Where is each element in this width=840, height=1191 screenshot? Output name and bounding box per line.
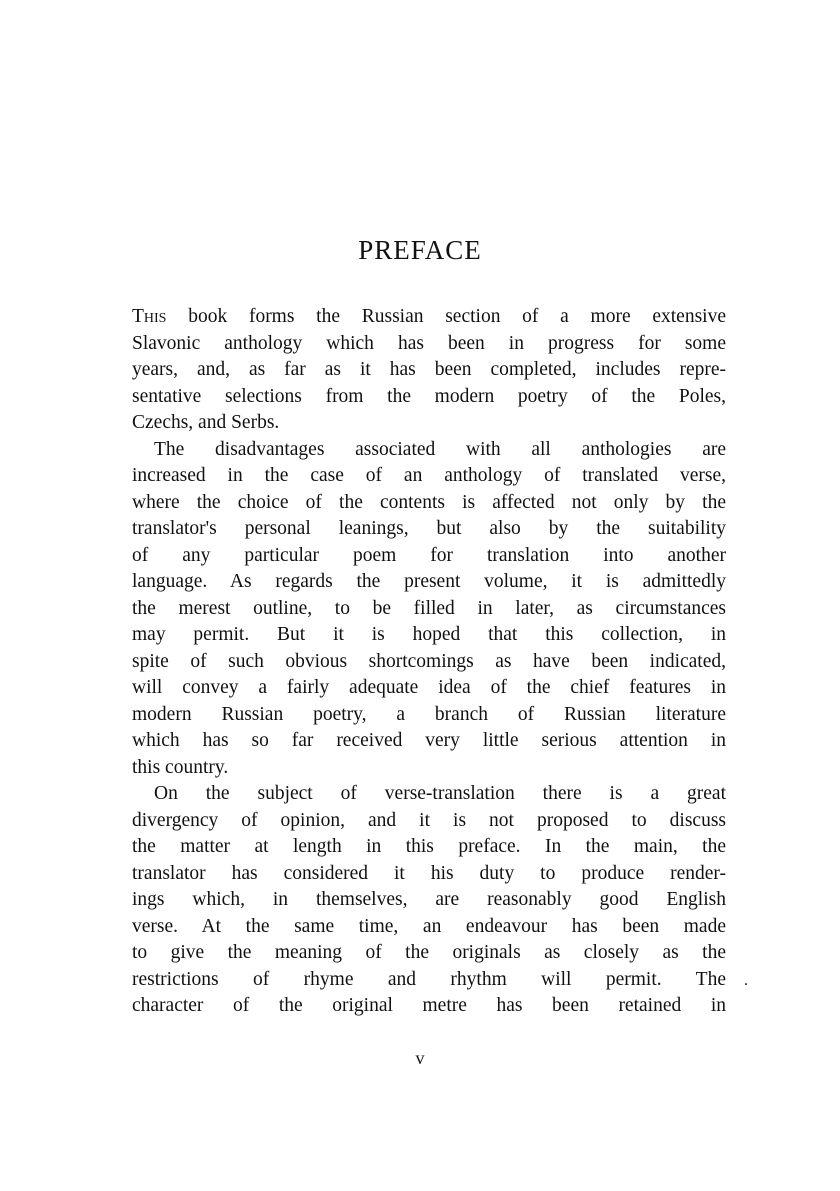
paragraph-1-line-2: Slavonic anthology which has been in progress for some	[132, 332, 726, 354]
paragraph-2-line-12: which has so far received very little serious attention in	[132, 730, 726, 751]
paragraph-2-line-5: of any particular poem for translation into another	[132, 544, 726, 566]
paragraph-3-line-4: translator has considered it his duty to produce render-	[132, 862, 726, 884]
preface-body	[132, 304, 726, 1020]
paragraph-1-line-3: years, and, as far as it has been completed, includes repre-	[132, 359, 726, 380]
paragraph-1-line-4: sentative selections from the modern poetry of the Poles,	[132, 385, 726, 407]
paragraph-3-line-8: restrictions of rhyme and rhythm will permit. The	[132, 968, 726, 990]
paragraph-2-line-2: increased in the case of an anthology of translated verse,	[132, 465, 726, 486]
paragraph-3-line-9: character of the original metre has been retained in	[132, 995, 726, 1016]
stray-mark: .	[744, 972, 748, 989]
paragraph-1-line-1	[132, 304, 726, 331]
paragraph-2-line-4: translator's personal leanings, but also by the suitability	[132, 518, 726, 539]
page-title: PREFACE	[358, 235, 482, 265]
paragraph-2-line-11: modern Russian poetry, a branch of Russian literature	[132, 703, 726, 725]
paragraph-2-line-3: where the choice of the contents is affected not only by the	[132, 491, 726, 513]
line-text: book forms the Russian section of a more extensive	[166, 306, 726, 327]
paragraph-3-line-6: verse. At the same time, an endeavour has been made	[132, 915, 726, 937]
paragraph-2-line-1: The disadvantages associated with all anthologies are	[154, 438, 726, 460]
drop-word: This	[132, 306, 167, 327]
page-number: v	[415, 1048, 425, 1068]
paragraph-3-line-7: to give the meaning of the originals as closely as the	[132, 942, 726, 963]
paragraph-3-line-2: divergency of opinion, and it is not proposed to discuss	[132, 809, 726, 831]
paragraph-2-line-13: this country.	[132, 756, 229, 778]
paragraph-2-line-9: spite of such obvious shortcomings as have been indicated,	[132, 650, 726, 672]
paragraph-2-line-7: the merest outline, to be filled in later, as circumstances	[132, 597, 726, 619]
paragraph-3-line-1: On the subject of verse-translation there is a great	[154, 783, 726, 804]
paragraph-1-line-5: Czechs, and Serbs.	[132, 412, 280, 433]
paragraph-3-line-5: ings which, in themselves, are reasonably good English	[132, 889, 726, 910]
paragraph-2-line-10: will convey a fairly adequate idea of the chief features in	[132, 677, 726, 698]
paragraph-2-line-8: may permit. But it is hoped that this collection, in	[132, 624, 726, 645]
paragraph-3-line-3: the matter at length in this preface. In the main, the	[132, 836, 726, 857]
paragraph-2-line-6: language. As regards the present volume, it is admittedly	[132, 571, 726, 592]
